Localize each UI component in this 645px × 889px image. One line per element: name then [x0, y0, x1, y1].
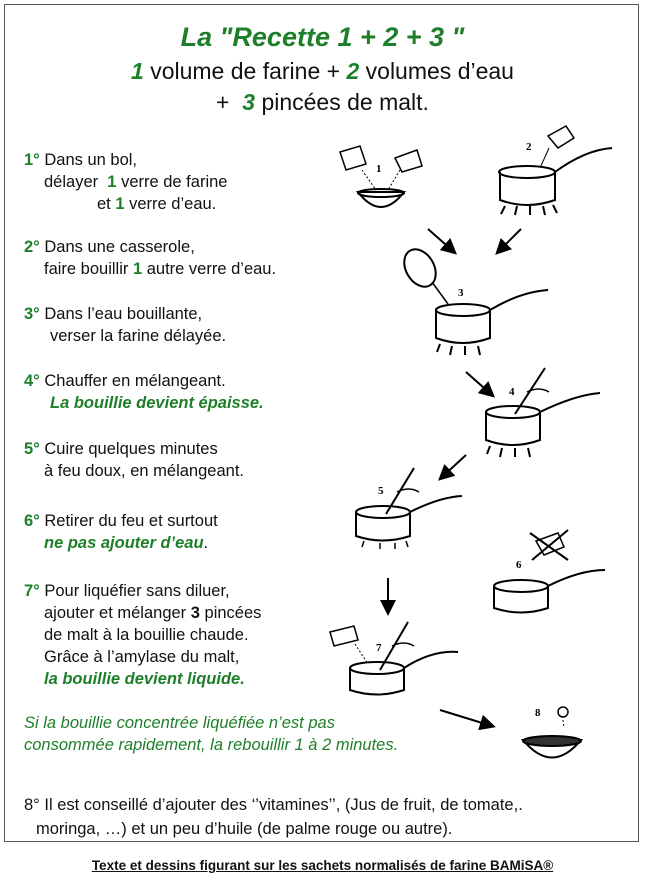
step-line: moringa, …) et un peu d’huile (de palme rouge ou autre).: [36, 820, 453, 838]
bowl-mixing-icon: [340, 146, 422, 207]
step-text: et: [97, 195, 116, 213]
quantity: 1: [115, 195, 125, 213]
note-line: consommée rapidement, la rebouillir 1 à 2 minutes.: [24, 736, 399, 754]
subtitle-text-b: volumes d’eau: [359, 58, 514, 84]
step-line: à feu doux, en mélangeant.: [44, 462, 244, 480]
pot-add-malt-icon: [330, 622, 458, 695]
pot-on-fire-icon: [499, 126, 612, 215]
volume-water-number: 2: [346, 58, 360, 84]
step-text: .: [203, 534, 209, 552]
step-text: Dans l’eau bouillante,: [39, 305, 203, 323]
pot-stirring-icon: [486, 368, 600, 457]
pot-no-water-icon: [494, 530, 605, 613]
step-line: Grâce à l’amylase du malt,: [44, 648, 240, 666]
subtitle-text-a: volume de farine +: [143, 58, 347, 84]
step-line: 8° Il est conseillé d’ajouter des ‘’vitamines’’, (Jus de fruit, de tomate,.: [24, 796, 523, 814]
step-text: pincées: [199, 604, 262, 622]
step-text: autre verre d’eau.: [142, 260, 277, 278]
illustration-label: 3: [458, 287, 464, 299]
illustration-label: 6: [516, 559, 522, 571]
illustration-label: 8: [535, 707, 541, 719]
step-line: de malt à la bouillie chaude.: [44, 626, 249, 644]
step-number: 2°: [24, 238, 40, 256]
step-emphasis: la bouillie devient liquide.: [44, 670, 245, 688]
volume-flour-number: 1: [131, 58, 144, 84]
illustration-label: 7: [376, 642, 382, 654]
step-number: 5°: [24, 440, 40, 458]
quantity: 3: [190, 604, 200, 622]
footer-credit: Texte et dessins figurant sur les sachets normalisés de farine BAMiSA®: [91, 858, 554, 873]
illustration-label: 5: [378, 485, 384, 497]
note-line: Si la bouillie concentrée liquéfiée n’est pas: [24, 714, 335, 732]
step-text: Pour liquéfier sans diluer,: [39, 582, 230, 600]
step-text: faire bouillir: [44, 260, 133, 278]
recipe-title: La "Recette 1 + 2 + 3 ": [180, 22, 465, 52]
illustration-label: 1: [376, 163, 382, 175]
illustration-label: 4: [509, 386, 515, 398]
step-text: Dans un bol,: [39, 151, 138, 169]
quantity: 1: [132, 260, 143, 278]
subtitle-text-d: pincées de malt.: [255, 89, 429, 115]
step-text: verre de farine: [116, 173, 228, 191]
quantity: 1: [107, 173, 117, 191]
illustration-label: 2: [526, 141, 532, 153]
pot-low-heat-icon: [356, 468, 462, 549]
step-emphasis: La bouillie devient épaisse.: [50, 394, 264, 412]
step-text: délayer: [44, 173, 108, 191]
step-number: 3°: [24, 305, 40, 323]
step-text: Chauffer en mélangeant.: [39, 372, 226, 390]
subtitle-text-c: +: [216, 89, 243, 115]
step-text: Cuire quelques minutes: [39, 440, 218, 458]
step-text: Retirer du feu et surtout: [39, 512, 218, 530]
step-number: 1°: [24, 151, 40, 169]
malt-pinches-number: 3: [242, 89, 256, 115]
step-emphasis: ne pas ajouter d’eau: [44, 534, 204, 552]
step-text: verre d’eau.: [124, 195, 217, 213]
step-number: 6°: [24, 512, 40, 530]
step-text: Dans une casserole,: [39, 238, 195, 256]
step-text: ajouter et mélanger: [44, 604, 191, 622]
step-number: 4°: [24, 372, 40, 390]
step-number: 7°: [24, 582, 40, 600]
bowl-serving-icon: [523, 707, 581, 758]
pot-pouring-icon: [398, 244, 548, 355]
step-line: verser la farine délayée.: [50, 327, 227, 345]
